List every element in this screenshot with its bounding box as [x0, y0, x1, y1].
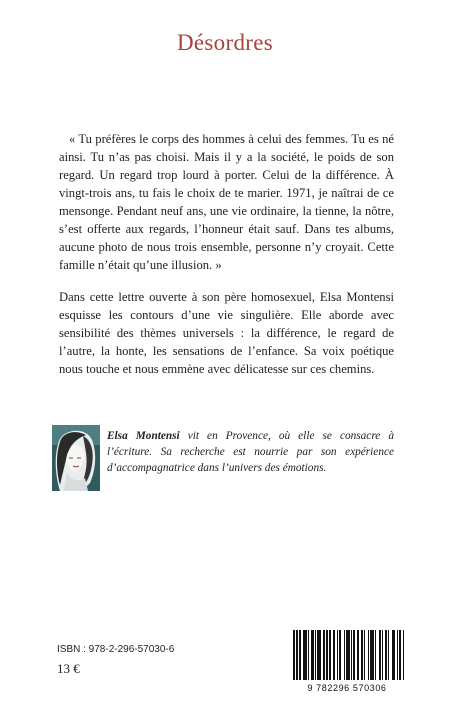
author-bio	[107, 428, 394, 476]
author-name: Elsa Montensi	[107, 430, 180, 442]
author-portrait-image	[52, 425, 100, 491]
quote-text: « Tu préfères le corps des hommes à celui des femmes. Tu es né ainsi. Tu n’as pas choisi. Mais il y a la société, le poids de son regard. Un regard trop lourd à porter. Celui de la différence. À vingt-trois ans, tu fais le choix de te marier. 1971, je naîtrai de ce mensonge. Pendant neuf ans, une vie ordinaire, la tienne, la nôtre, s’est offerte aux regards, l’honneur était sauf. Dans tes albums, aucune photo de nous trois ensemble, personne n’y croyait. Cette famille n’était qu’une illusion. »	[59, 132, 394, 272]
barcode	[289, 628, 405, 694]
author-photo	[52, 425, 100, 491]
book-price: 13 €	[57, 661, 80, 676]
isbn-number: ISBN : 978-2-296-57030-6	[57, 644, 175, 655]
back-cover-quote	[59, 130, 394, 274]
author-bio-text: vit en Provence, où elle se consacre à l’écriture. Sa recherche est nourrie par son expérience d’accompagnatrice dans l’univers des émotions.	[107, 430, 394, 474]
barcode-bars	[289, 628, 405, 684]
book-title: Désordres	[177, 30, 273, 55]
back-cover-summary: Dans cette lettre ouverte à son père homosexuel, Elsa Montensi esquisse les contours d’une vie singulière. Elle aborde avec sensibilité des thèmes universels : la différence, le regard de l’autre, la honte, les sensations de l’enfance. Sa voix poétique nous touche et nous emmène avec délicatesse sur ces chemins.	[59, 290, 394, 376]
barcode-digits: 9 782296 570306	[307, 683, 387, 693]
